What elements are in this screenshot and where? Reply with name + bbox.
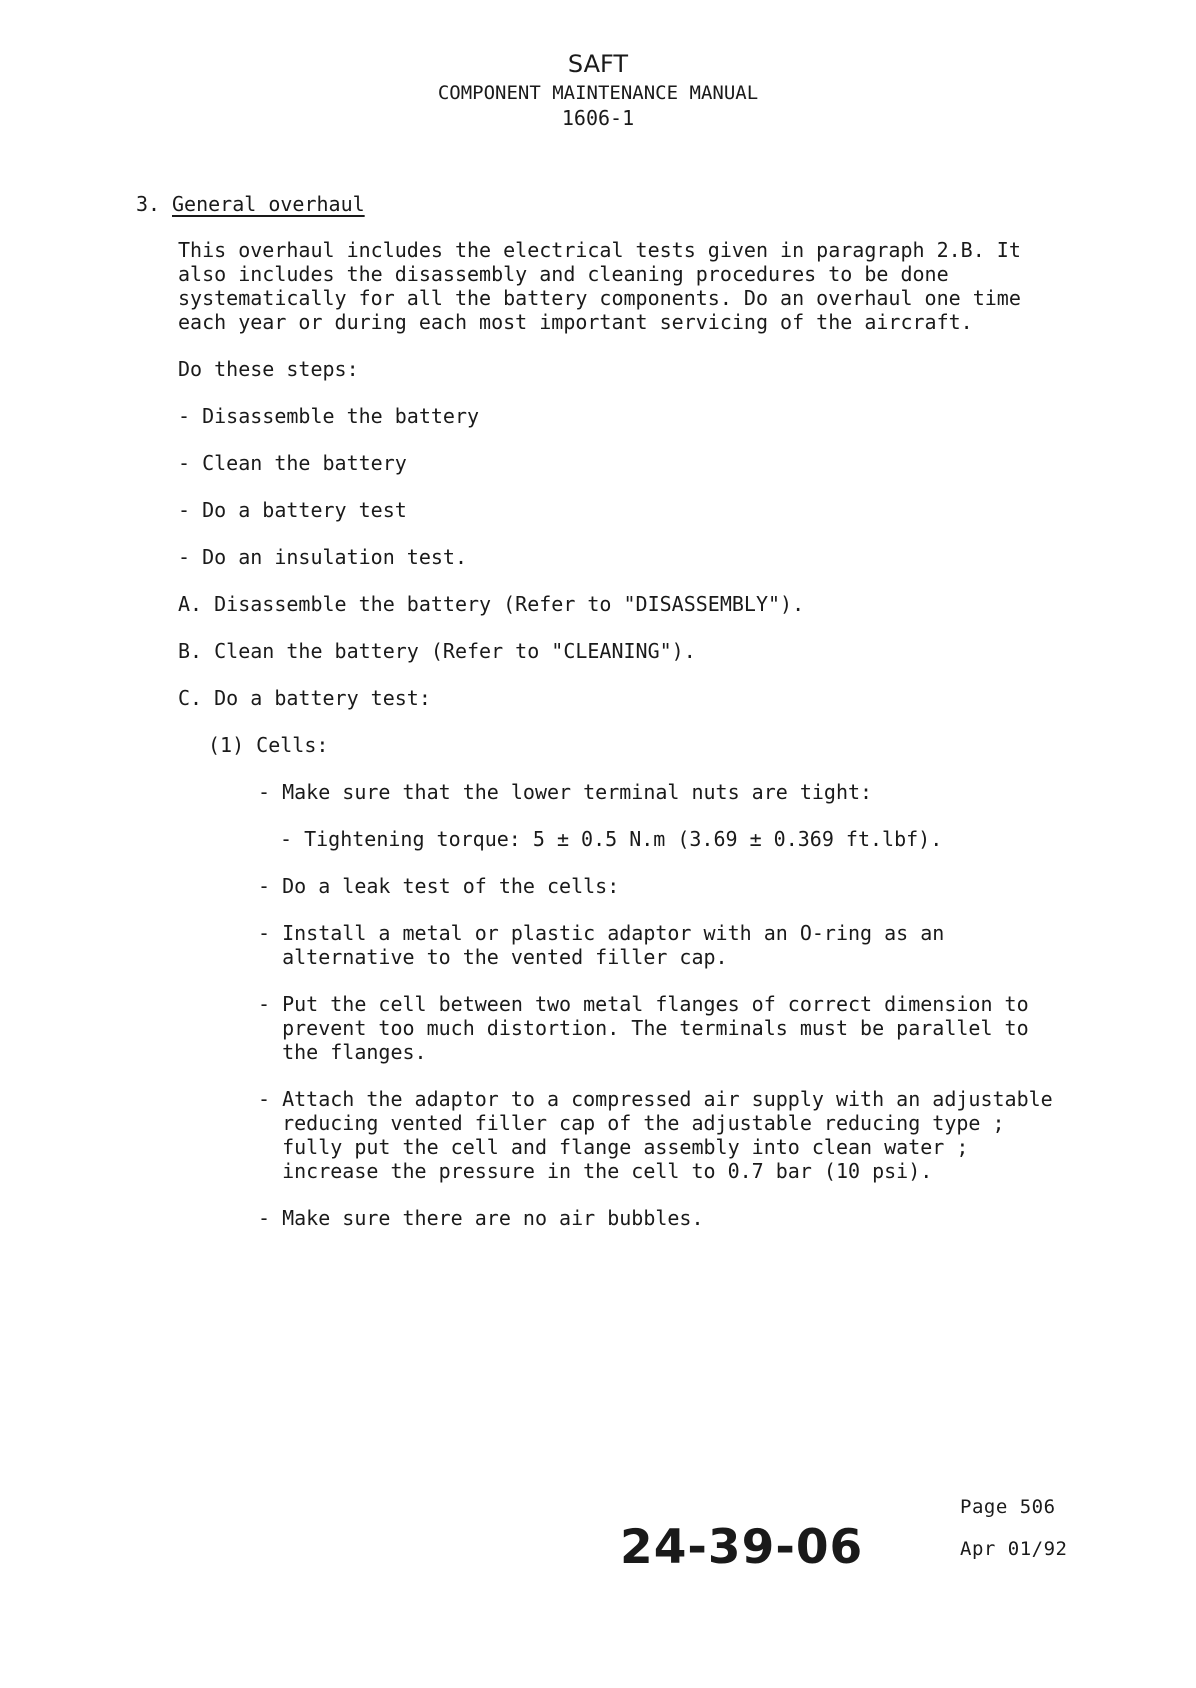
list-item-continuation: fully put the cell and flange assembly into clean water ; [258, 1135, 969, 1159]
list-item: - Do a leak test of the cells: [258, 874, 620, 898]
revision-date: Apr 01/92 [960, 1538, 1068, 1560]
list-item-continuation: alternative to the vented filler cap. [258, 945, 728, 969]
subsection-a: A. Disassemble the battery (Refer to "DISASSEMBLY"). [178, 592, 805, 616]
intro-line: also includes the disassembly and cleaning procedures to be done [178, 262, 949, 286]
intro-line: systematically for all the battery components. Do an overhaul one time [178, 286, 1021, 310]
section-title: General overhaul [172, 192, 365, 216]
manual-title: COMPONENT MAINTENANCE MANUAL [437, 82, 759, 104]
steps-intro: Do these steps: [178, 357, 359, 381]
item-cells: (1) Cells: [208, 733, 329, 757]
list-item: - Clean the battery [178, 451, 407, 475]
list-item: - Attach the adaptor to a compressed air supply with an adjustable [258, 1087, 1053, 1111]
list-item-continuation: prevent too much distortion. The terminals must be parallel to [258, 1016, 1029, 1040]
company-name: SAFT [567, 50, 629, 78]
intro-line: This overhaul includes the electrical tests given in paragraph 2.B. It [178, 238, 1021, 262]
list-item: - Disassemble the battery [178, 404, 480, 428]
section-number: 3. [136, 192, 161, 216]
subsection-b: B. Clean the battery (Refer to "CLEANING"). [178, 639, 696, 663]
intro-line: each year or during each most important servicing of the aircraft. [178, 310, 973, 334]
list-item-continuation: increase the pressure in the cell to 0.7 bar (10 psi). [258, 1159, 933, 1183]
subsection-c: C. Do a battery test: [178, 686, 431, 710]
list-item: - Tightening torque: 5 ± 0.5 N.m (3.69 ± 0.369 ft.lbf). [280, 827, 943, 851]
document-number: 24-39-06 [620, 1520, 864, 1575]
list-item: - Do an insulation test. [178, 545, 467, 569]
manual-number: 1606-1 [561, 106, 635, 130]
list-item: - Do a battery test [178, 498, 407, 522]
list-item: - Make sure there are no air bubbles. [258, 1206, 704, 1230]
list-item: - Put the cell between two metal flanges of correct dimension to [258, 992, 1029, 1016]
list-item: - Make sure that the lower terminal nuts are tight: [258, 780, 873, 804]
page-number: Page 506 [960, 1496, 1056, 1518]
list-item: - Install a metal or plastic adaptor with an O-ring as an [258, 921, 945, 945]
list-item-continuation: the flanges. [258, 1040, 427, 1064]
list-item-continuation: reducing vented filler cap of the adjustable reducing type ; [258, 1111, 1005, 1135]
